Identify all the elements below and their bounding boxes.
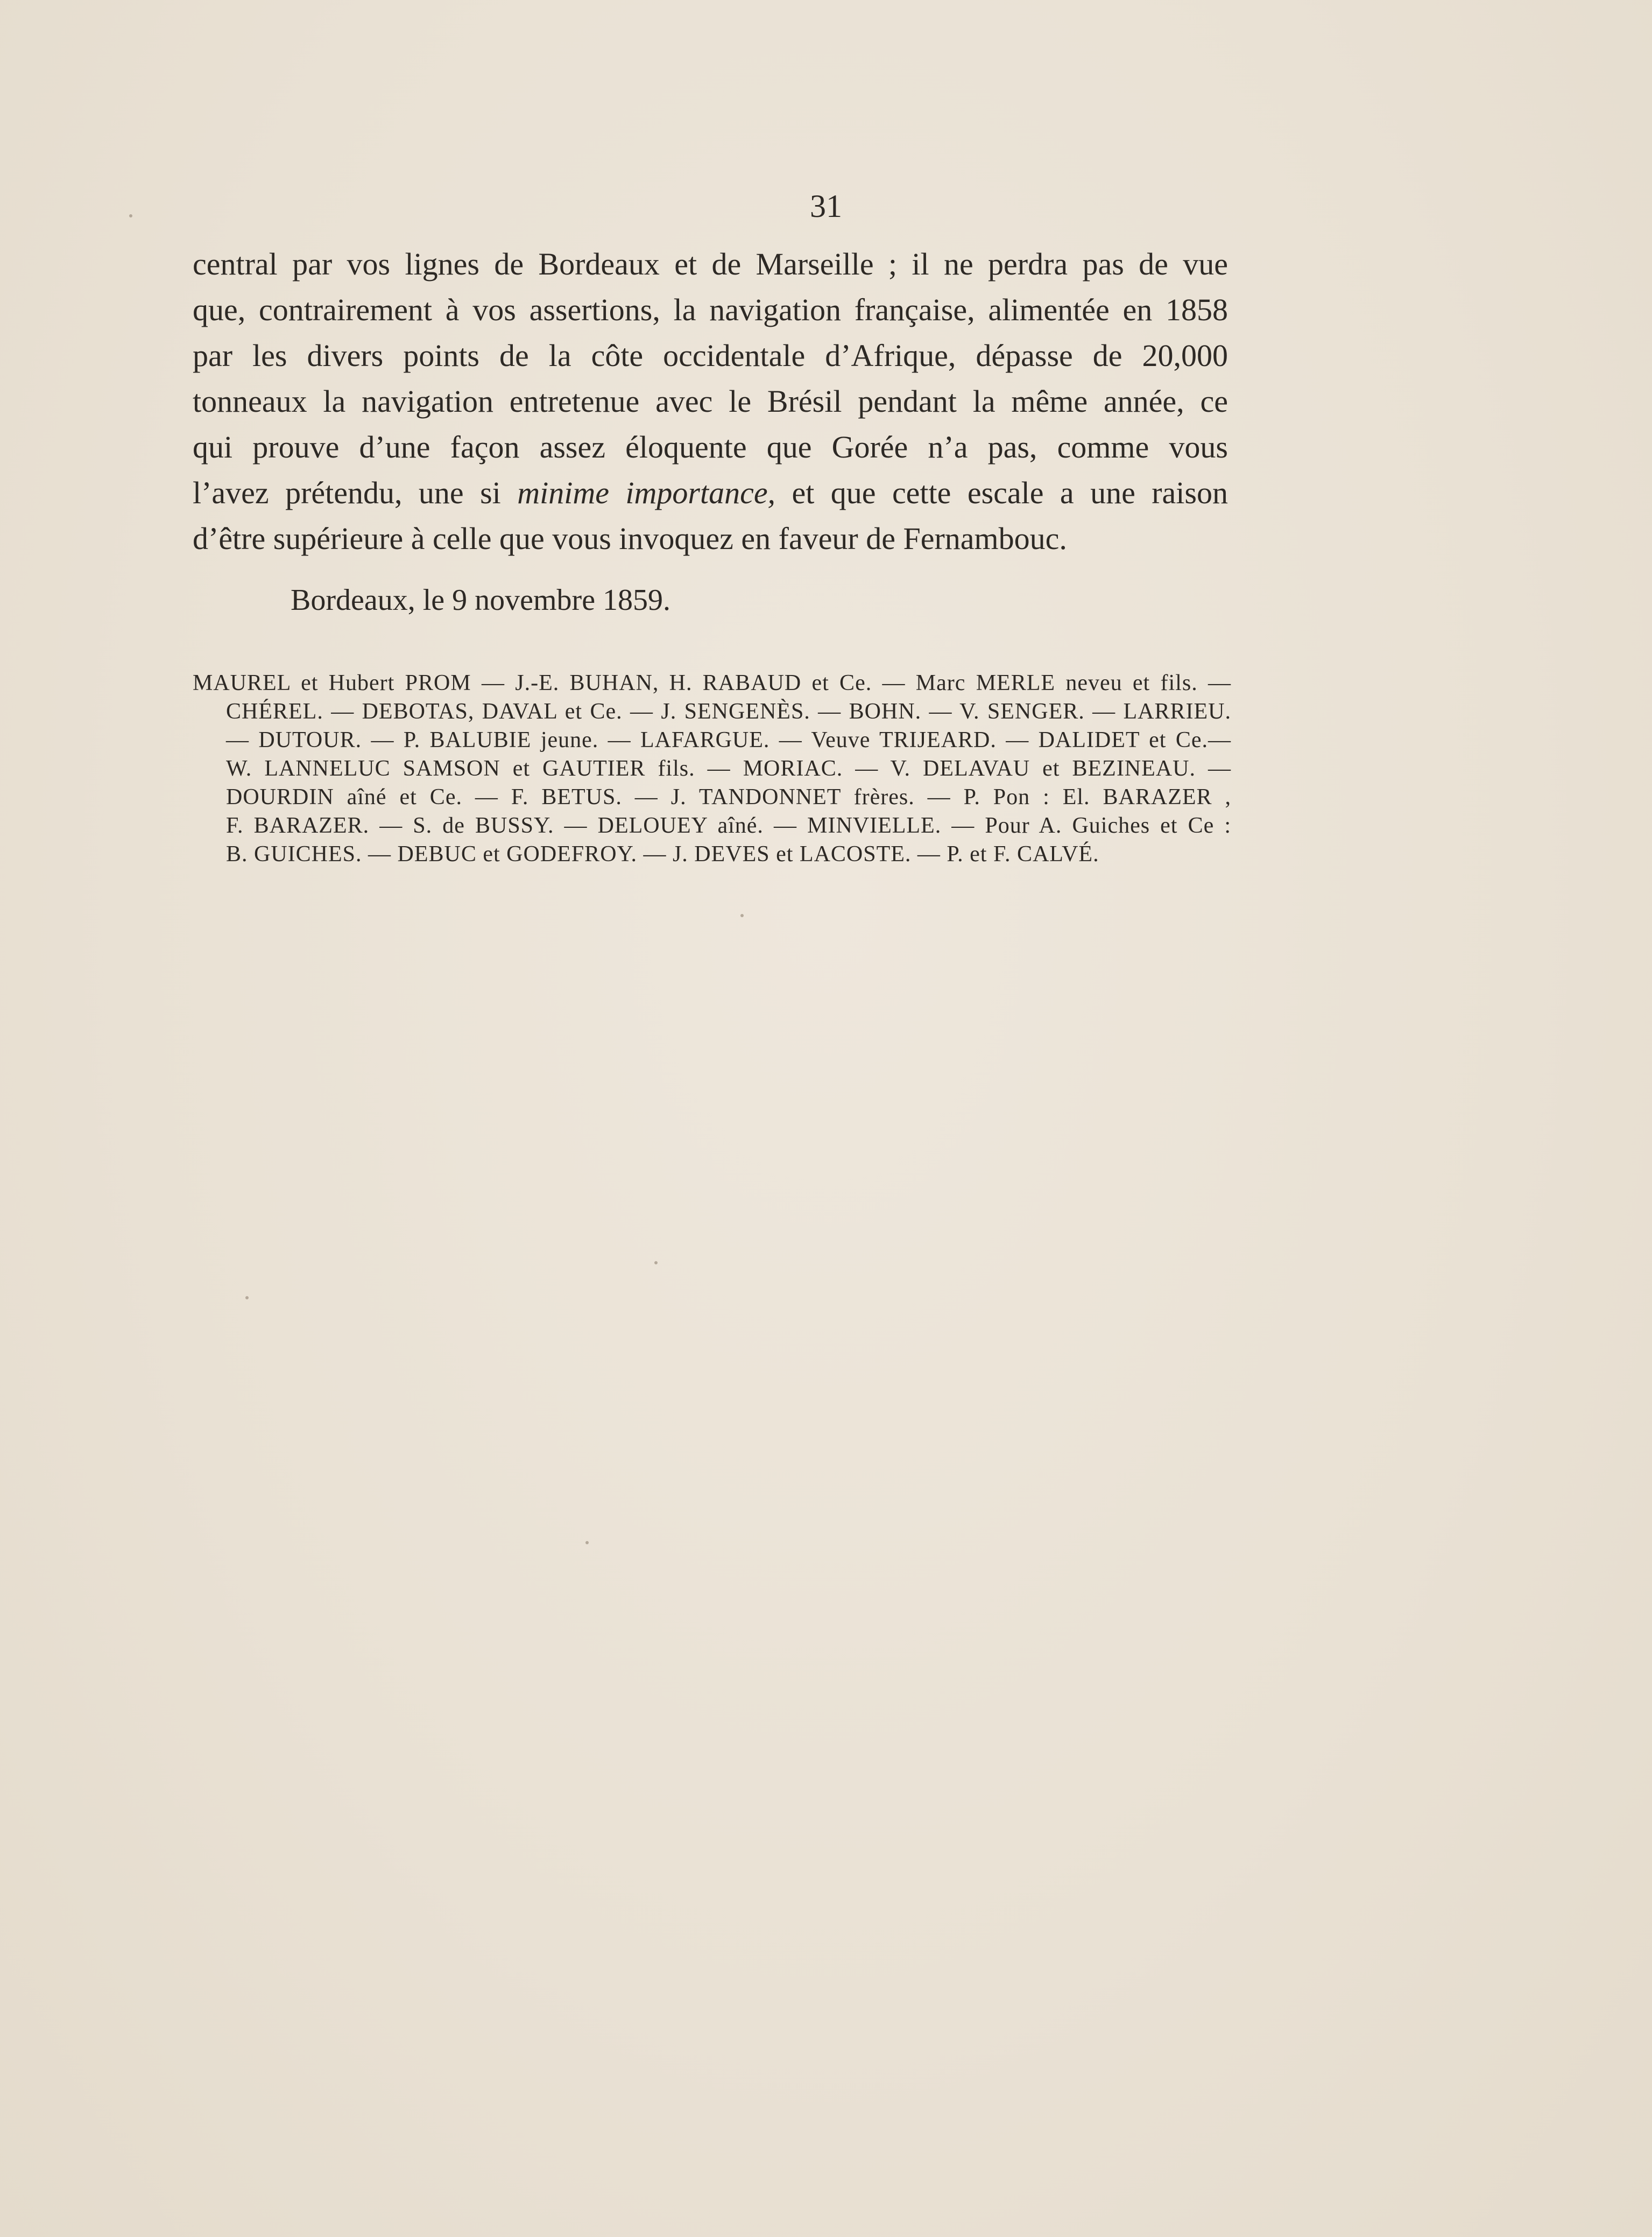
paper-speck <box>585 1541 589 1544</box>
line-text: et que cette escale a une raison <box>775 475 1228 510</box>
paper-speck <box>129 214 132 217</box>
signatories-line: W. LANNELUC SAMSON et GAUTIER fils. — MORIAC. — V. DELAVAU et BEZINEAU. — <box>226 756 1231 781</box>
line-text: l’avez prétendu, une si <box>193 475 518 510</box>
signatories-line: B. GUICHES. — DEBUC et GODEFROY. — J. DEVES et LACOSTE. — P. et F. CALVÉ. <box>226 842 1099 867</box>
paragraph-line: tonneaux la navigation entretenue avec le Brésil pendant la même année, ce <box>193 384 1228 419</box>
paragraph-line: central par vos lignes de Bordeaux et de Marseille ; il ne perdra pas de vue <box>193 247 1228 282</box>
signatories-line: MAUREL et Hubert PROM — J.-E. BUHAN, H. RABAUD et Ce. — Marc MERLE neveu et fils. — <box>193 671 1231 695</box>
signatories-list <box>193 669 1231 869</box>
paragraph-line: par les divers points de la côte occidentale d’Afrique, dépasse de 20,000 <box>193 338 1228 373</box>
letter-closing-paragraph <box>193 241 1228 561</box>
signatories-line: DOURDIN aîné et Ce. — F. BETUS. — J. TANDONNET frères. — P. Pon : El. BARAZER , <box>226 785 1231 810</box>
signatories-line: CHÉREL. — DEBOTAS, DAVAL et Ce. — J. SENGENÈS. — BOHN. — V. SENGER. — LARRIEU. <box>226 699 1231 724</box>
paragraph-line: d’être supérieure à celle que vous invoquez en faveur de Fernambouc. <box>193 521 1067 556</box>
paper-speck <box>654 1261 658 1264</box>
signatories-line: F. BARAZER. — S. de BUSSY. — DELOUEY aîné. — MINVIELLE. — Pour A. Guiches et Ce : <box>226 813 1231 838</box>
signatories-line: — DUTOUR. — P. BALUBIE jeune. — LAFARGUE. — Veuve TRIJEARD. — DALIDET et Ce.— <box>226 728 1231 752</box>
dateline: Bordeaux, le 9 novembre 1859. <box>291 583 671 617</box>
paragraph-line: qui prouve d’une façon assez éloquente que Gorée n’a pas, comme vous <box>193 430 1228 465</box>
paragraph-line: que, contrairement à vos assertions, la navigation française, alimentée en 1858 <box>193 292 1228 327</box>
italic-emphasis: minime importance, <box>517 475 776 510</box>
page-number: 31 <box>810 188 842 224</box>
paragraph-line <box>193 470 1228 516</box>
paper-speck <box>740 914 744 917</box>
paper-speck <box>245 1296 249 1299</box>
